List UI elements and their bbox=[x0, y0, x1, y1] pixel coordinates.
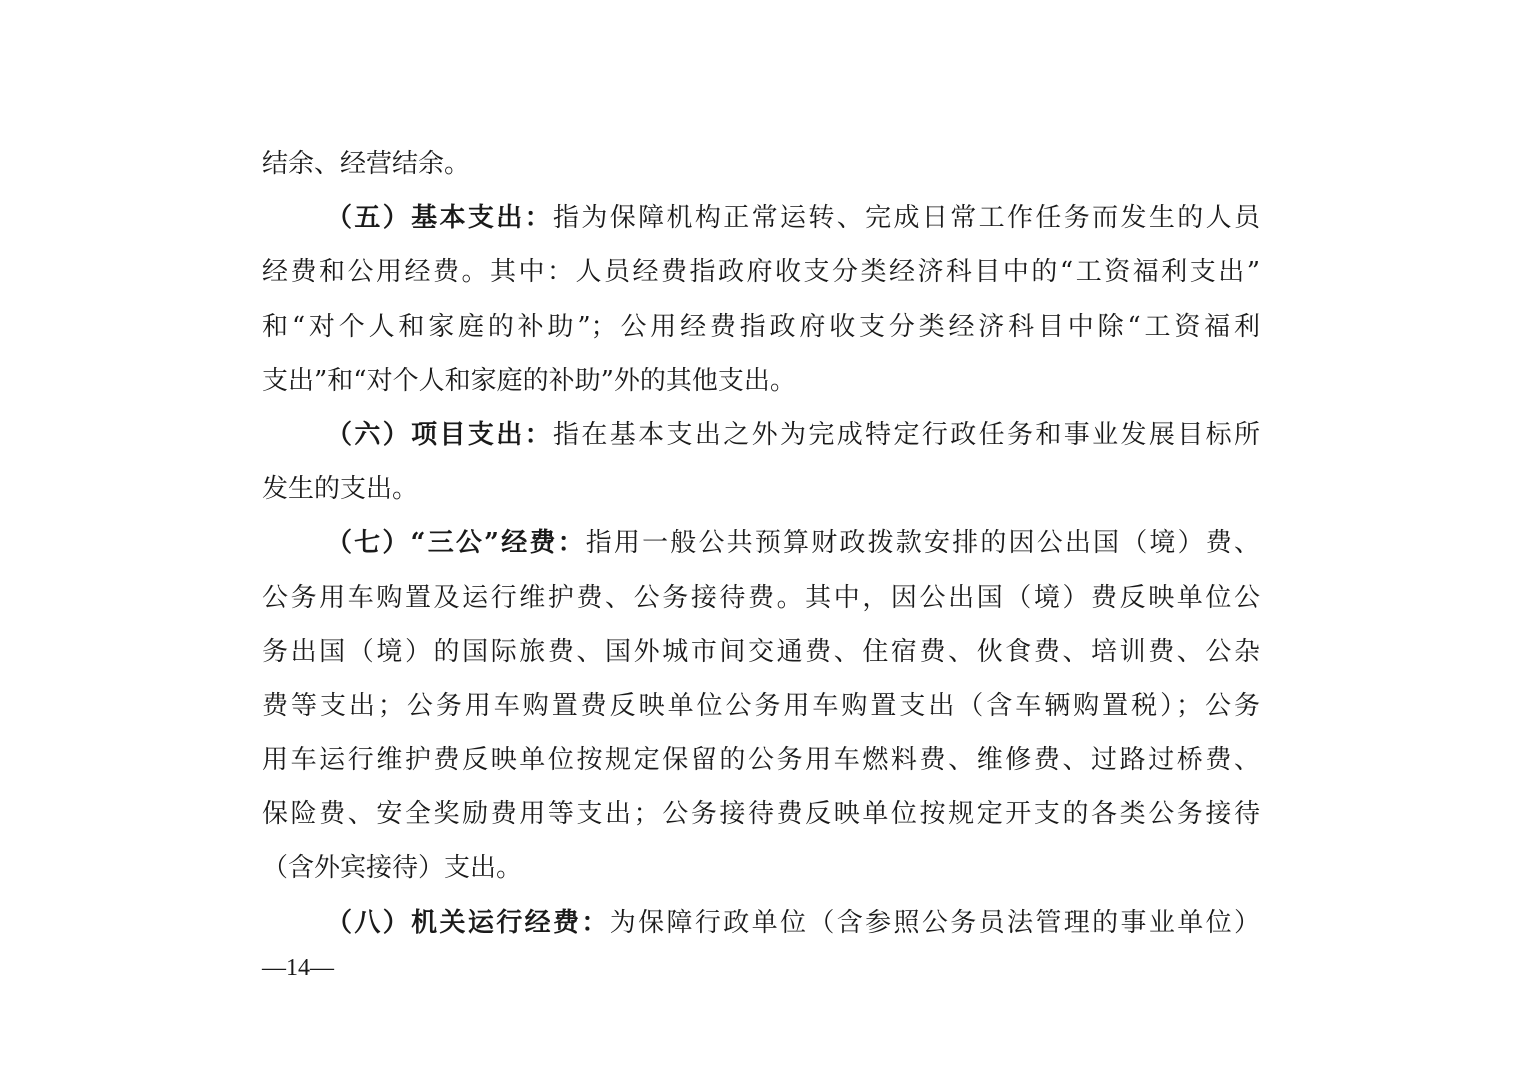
text-line-3: 经费和公用经费。其中：人员经费指政府收支分类经济科目中的“工资福利支出” bbox=[262, 257, 1260, 288]
document-body bbox=[262, 137, 1260, 950]
term-project-expenditure: （六）项目支出： bbox=[326, 419, 553, 450]
term-three-public-expenses: （七）“三公”经费： bbox=[326, 528, 586, 559]
text-line-4: 和“对个人和家庭的补助”；公用经费指政府收支分类经济科目中除“工资福利 bbox=[262, 311, 1260, 342]
text-line-7: 发生的支出。 bbox=[262, 474, 419, 505]
term-basic-expenditure: （五）基本支出： bbox=[326, 203, 553, 234]
page-number: —14— bbox=[262, 955, 334, 981]
text-line-14: （含外宾接待）支出。 bbox=[262, 853, 523, 884]
text-line-9: 公务用车购置及运行维护费、公务接待费。其中，因公出国（境）费反映单位公 bbox=[262, 582, 1260, 613]
paragraph-three-public-expenses: （七）“三公”经费：指用一般公共预算财政拨款安排的因公出国（境）费、 bbox=[326, 528, 1260, 559]
paragraph-operating-expenses: （八）机关运行经费：为保障行政单位（含参照公务员法管理的事业单位） bbox=[326, 907, 1260, 938]
text-line-1: 结余、经营结余。 bbox=[262, 149, 471, 179]
term-operating-expenses: （八）机关运行经费： bbox=[326, 907, 610, 938]
paragraph-basic-expenditure: （五）基本支出：指为保障机构正常运转、完成日常工作任务而发生的人员 bbox=[326, 203, 1260, 234]
text-line-5: 支出”和“对个人和家庭的补助”外的其他支出。 bbox=[262, 365, 796, 396]
text-line-10: 务出国（境）的国际旅费、国外城市间交通费、住宿费、伙食费、培训费、公杂 bbox=[262, 636, 1260, 667]
paragraph-project-expenditure: （六）项目支出：指在基本支出之外为完成特定行政任务和事业发展目标所 bbox=[326, 419, 1260, 450]
text-line-11: 费等支出；公务用车购置费反映单位公务用车购置支出（含车辆购置税）；公务 bbox=[262, 690, 1260, 721]
text-line-12: 用车运行维护费反映单位按规定保留的公务用车燃料费、维修费、过路过桥费、 bbox=[262, 745, 1260, 776]
text-line-13: 保险费、安全奖励费用等支出；公务接待费反映单位按规定开支的各类公务接待 bbox=[262, 799, 1260, 830]
